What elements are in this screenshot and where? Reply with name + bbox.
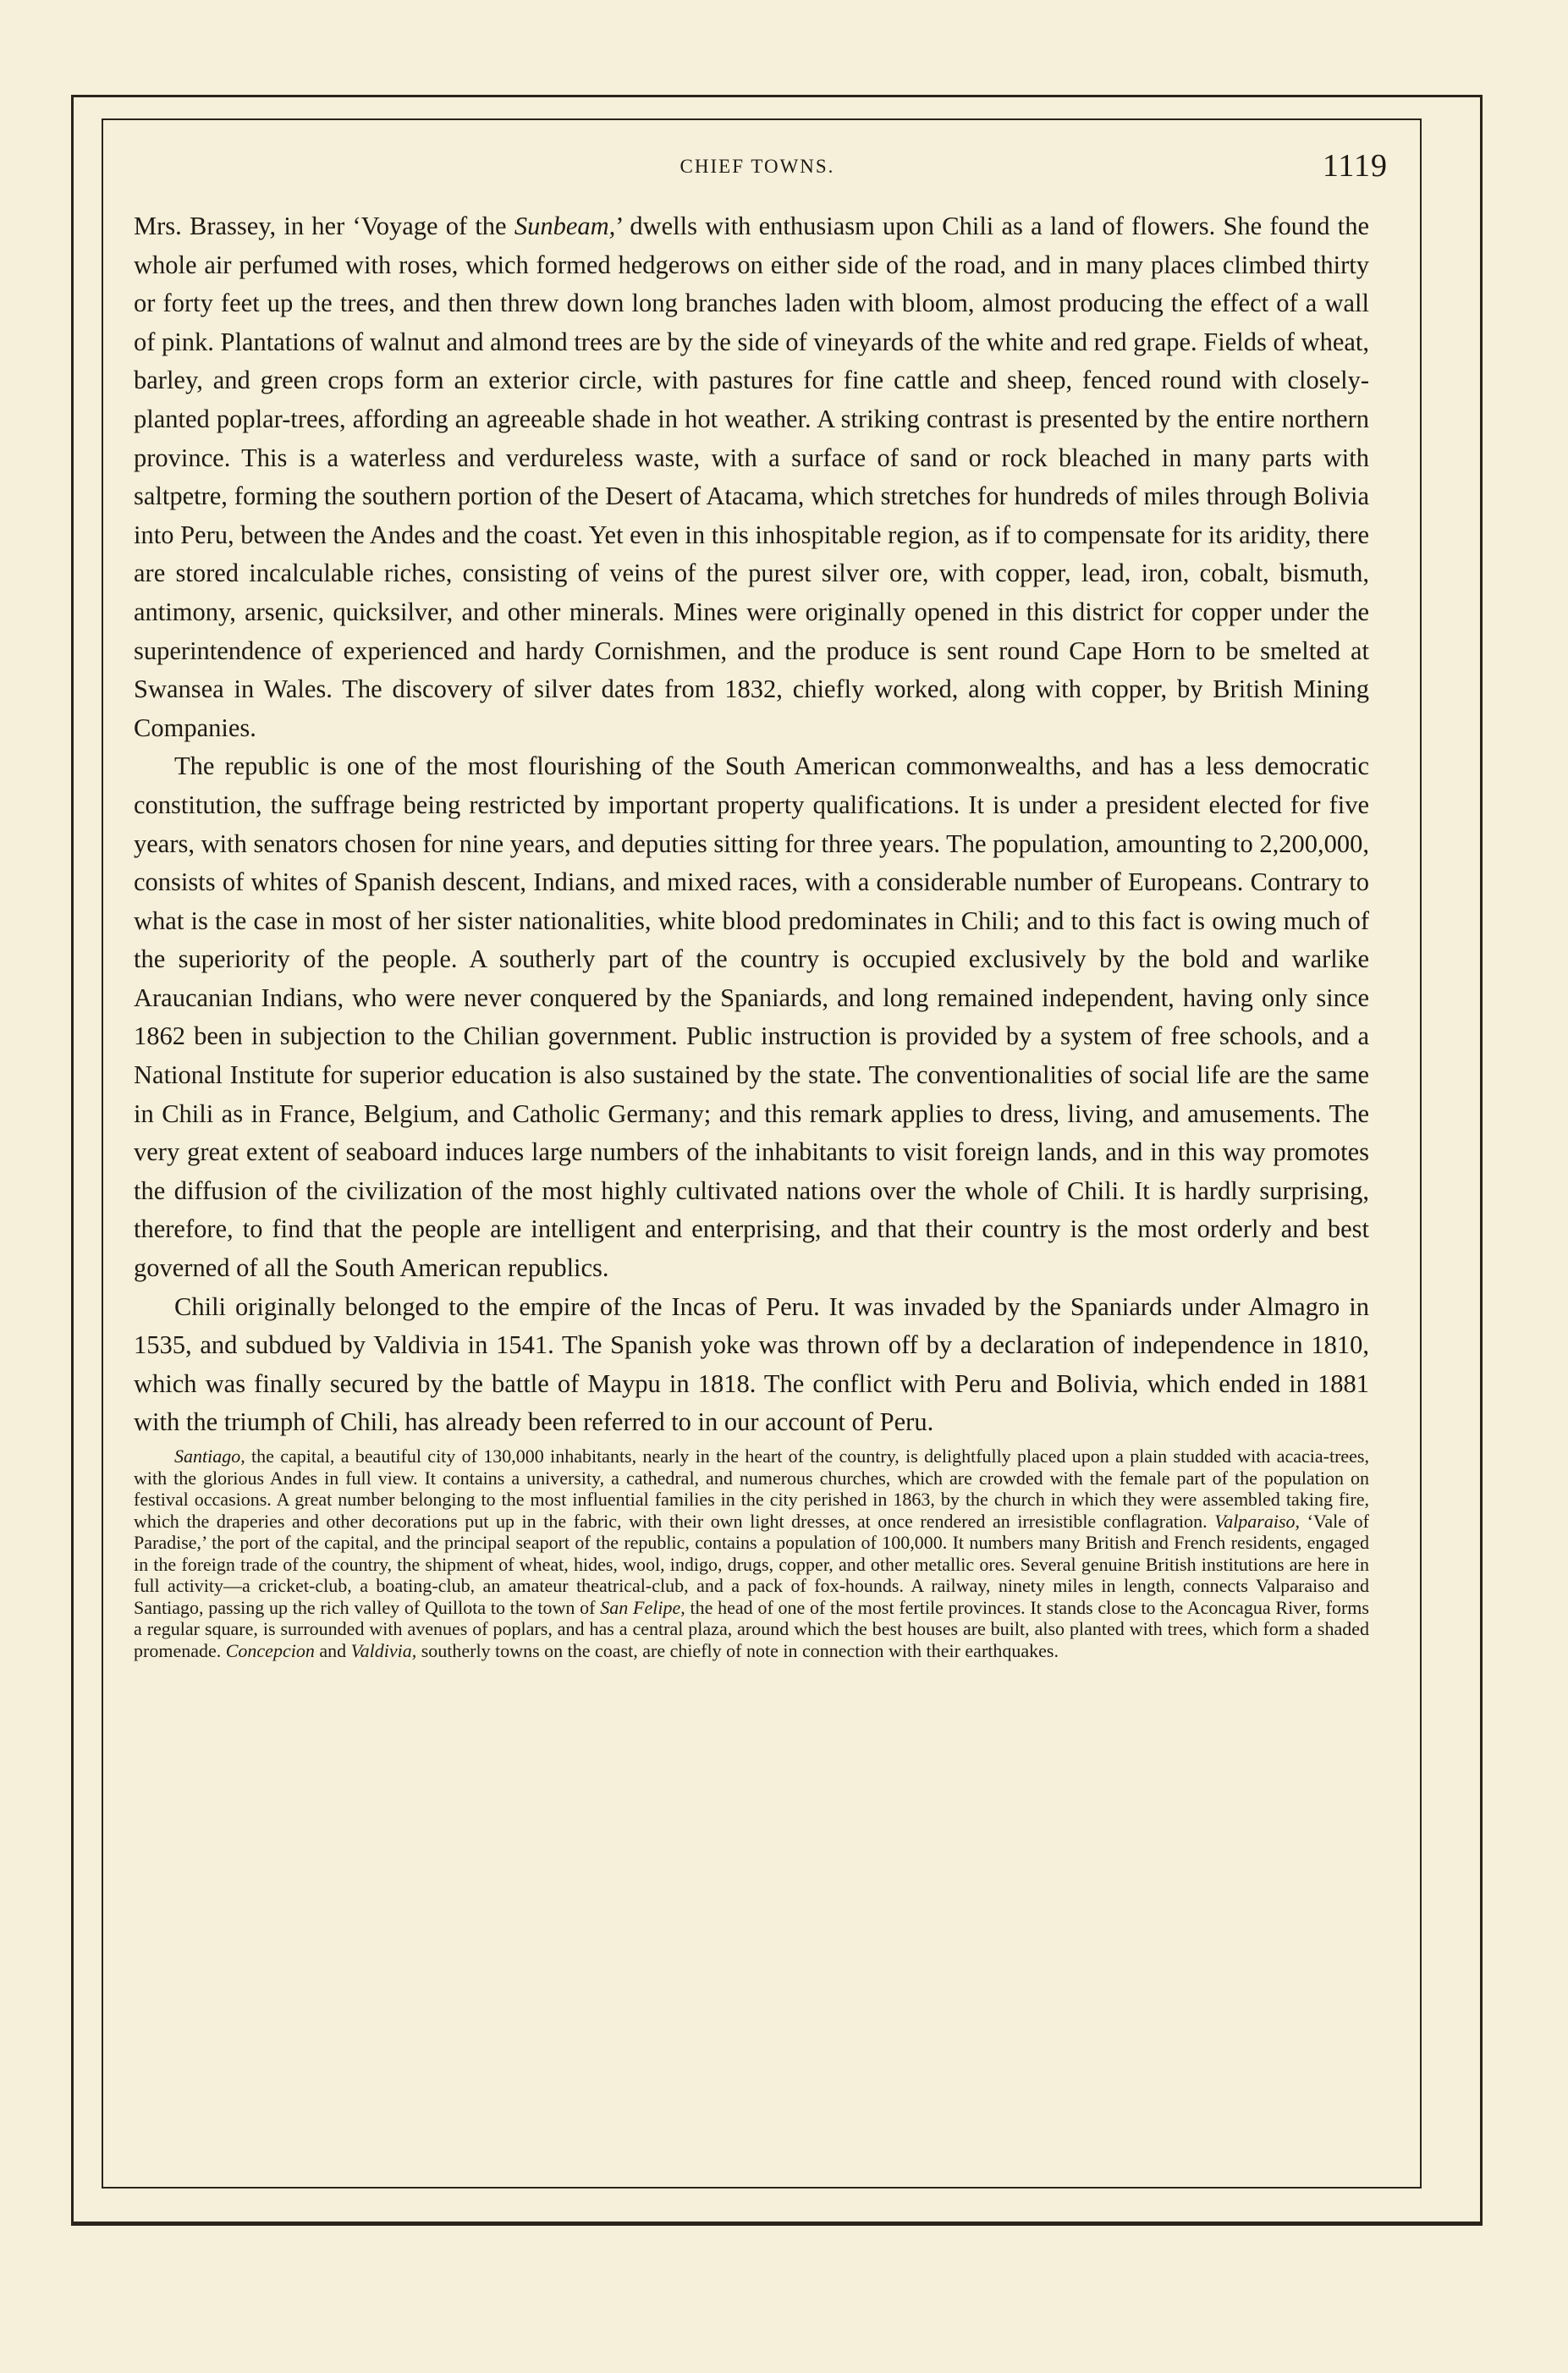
place-name: Valparaiso, bbox=[1214, 1510, 1301, 1532]
body-text bbox=[134, 207, 1369, 1661]
place-name: Santiago, bbox=[174, 1445, 245, 1467]
page-header bbox=[127, 146, 1388, 196]
place-name: San Felipe, bbox=[600, 1596, 685, 1618]
footnote-text: the head of one of the most fertile provinces. It stands close to the Aconcagua River, forms a regular square, is surrounded with avenues of poplars, and has a central plaza, around which the best houses are built, also planted with trees, which form a shaded promenade. bbox=[134, 1596, 1369, 1661]
footnote-text: and bbox=[314, 1639, 351, 1661]
running-head: CHIEF TOWNS. bbox=[679, 156, 835, 177]
place-name: Valdivia, bbox=[350, 1639, 417, 1661]
paragraph-2: The republic is one of the most flourishing of the South American commonwealths, and has a less democratic constitution, the suffrage being restricted by important property qualifications. It is under a president elected for five years, with senators chosen for nine years, and deputies sitting for three years. The population, amounting to 2,200,000, consists of whites of Spanish descent, Indians, and mixed races, with a considerable number of Europeans. Contrary to what is the case in most of her sister nationalities, white blood predominates in Chili; and to this fact is owing much of the superiority of the people. A southerly part of the country is occupied exclusively by the bold and warlike Araucanian Indians, who were never conquered by the Spaniards, and long remained independent, having only since 1862 been in subjection to the Chilian government. Public instruction is provided by a system of free schools, and a National Institute for superior education is also sustained by the state. The conventionalities of social life are the same in Chili as in France, Belgium, and Catholic Germany; and this remark applies to dress, living, and amusements. The very great extent of seaboard induces large numbers of the inhabitants to visit foreign lands, and in this way promotes the diffusion of the civilization of the most highly cultivated nations over the whole of Chili. It is hardly surprising, therefore, to find that the people are intelligent and enterprising, and that their country is the most orderly and best governed of all the South American republics. bbox=[134, 752, 1369, 1283]
place-name: Concepcion bbox=[225, 1639, 315, 1661]
footnote bbox=[134, 1445, 1369, 1661]
paragraph-text: ’ dwells with enthusiasm upon Chili as a land of flowers. She found the whole air perfumed with roses, which formed hedgerows on either side of the road, and in many places climbed thirty or forty feet up the trees, and then threw down long branches laden with bloom, almost producing the effect of a wall of pink. Plantations of walnut and almond trees are by the side of vineyards of the white and red grape. Fields of wheat, barley, and green crops form an exterior circle, with pastures for fine cattle and sheep, fenced round with closely-planted poplar-trees, affording an agreeable shade in hot weather. A striking contrast is presented by the entire northern province. This is a waterless and verdureless waste, with a surface of sand or rock bleached in many parts with saltpetre, forming the southern portion of the Desert of Atacama, which stretches for hundreds of miles through Bolivia into Peru, between the Andes and the coast. Yet even in this inhospitable region, as if to compensate for its aridity, there are stored incalculable riches, consisting of veins of the purest silver ore, with copper, lead, iron, cobalt, bismuth, antimony, arsenic, quicksilver, and other minerals. Mines were originally opened in this district for copper under the superintendence of experienced and hardy Cornishmen, and the produce is sent round Cape Horn to be smelted at Swansea in Wales. The discovery of silver dates from 1832, chiefly worked, along with copper, by British Mining Companies. bbox=[134, 212, 1370, 742]
paragraph-1 bbox=[134, 207, 1369, 747]
page-number: 1119 bbox=[1322, 148, 1388, 184]
paragraph-text: Mrs. Brassey, in her ‘Voyage of the bbox=[134, 212, 514, 240]
paragraph-3: Chili originally belonged to the empire of the Incas of Peru. It was invaded by the Spaniards under Almagro in 1535, and subdued by Valdivia in 1541. The Spanish yoke was thrown off by a declaration of independence in 1810, which was finally secured by the battle of Maypu in 1818. The conflict with Peru and Bolivia, which ended in 1881 with the triumph of Chili, has already been referred to in our account of Peru. bbox=[134, 1291, 1369, 1437]
footnote-text: the capital, a beautiful city of 130,000 inhabitants, nearly in the heart of the country, is delightfully placed upon a plain studded with acacia-trees, with the glorious Andes in full view. It contains a university, a cathedral, and numerous churches, which are crowded with the female part of the population on festival occasions. A great number belonging to the most influential families in the city perished in 1863, by the church in which they were assembled taking fire, which the draperies and other decorations put up in the fabric, with their own light dresses, at once rendered an irresistible conflagration. bbox=[134, 1445, 1369, 1532]
footnote-text: southerly towns on the coast, are chiefly of note in connection with their earthquakes. bbox=[416, 1639, 1059, 1661]
footnote-text: ‘Vale of Paradise,’ the port of the capital, and the principal seaport of the republic, contains a population of 100,000. It numbers many British and French residents, engaged in the foreign trade of the country, the shipment of wheat, hides, wool, indigo, drugs, copper, and other metallic ores. Several genuine British institutions are here in full activity—a cricket-club, a boating-club, an amateur theatrical-club, and a pack of fox-hounds. A railway, ninety miles in length, connects Valparaiso and Santiago, passing up the rich valley of Quillota to the town of bbox=[134, 1510, 1369, 1618]
book-title: Sunbeam, bbox=[514, 212, 616, 240]
